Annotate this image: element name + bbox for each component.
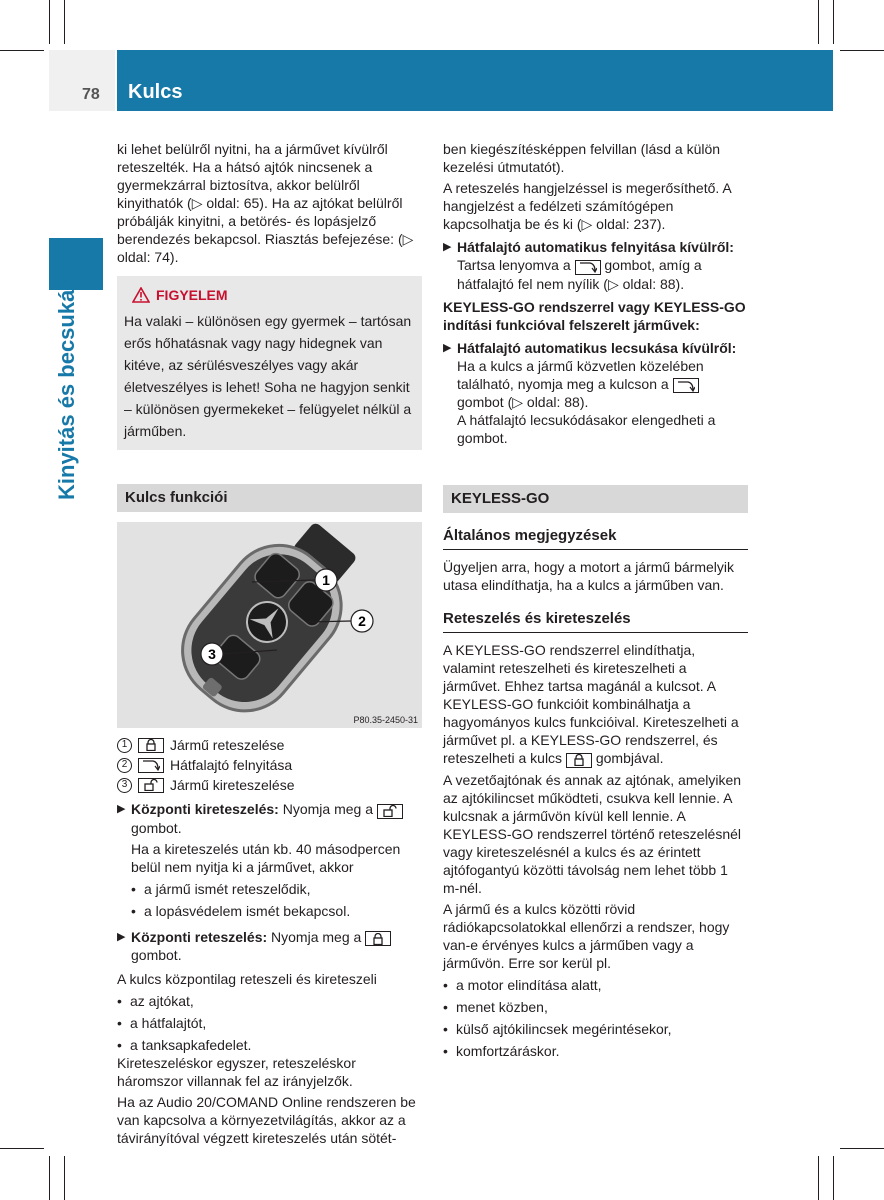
right-column <box>443 140 748 1060</box>
callout-number: 3 <box>117 778 132 793</box>
crop-mark <box>833 0 834 44</box>
warning-text: Ha valaki – különösen egy gyermek – tartósan erős hőhatásnak vagy nagy hidegnek van kitéve, az sérülésveszélyes vagy akár életveszélyes is lehet! Soha ne hagyjon senkit – különösen gyermekeket – felügyelet nélkül a járműben. <box>124 313 412 439</box>
header-bar <box>117 50 833 111</box>
section-heading-keyless-go: KEYLESS-GO <box>443 485 748 513</box>
callout-number: 2 <box>117 758 132 773</box>
lock-icon <box>566 753 592 768</box>
step-arrow-icon: ▶ <box>443 241 452 253</box>
warning-header <box>132 286 414 304</box>
general-notes-text: Ügyeljen arra, hogy a motort a jármű bármelyik utasa elindíthatja, ha a kulcs a járműben van. <box>443 559 735 593</box>
crop-mark <box>49 0 50 44</box>
legend-label: Hátfalajtó felnyitása <box>170 757 293 773</box>
section-heading-key-functions: Kulcs funkciói <box>117 484 422 512</box>
list-item: • a tanksapkafedelet. <box>117 1037 252 1053</box>
svg-text:1: 1 <box>322 572 330 588</box>
crop-mark <box>0 50 44 51</box>
general-notes-heading: Általános megjegyzések <box>443 527 748 550</box>
list-item: • menet közben, <box>443 998 548 1015</box>
blink-paragraph: Kireteszeléskor egyszer, reteszeléskor háromszor villannak fel az irányjelzők. <box>117 1055 356 1089</box>
tailgate-close-step: ▶ Hátfalajtó automatikus lecsukása kívülről: Ha a kulcs a jármű közvetlen közelében található, nyomja meg a kulcson a gombot (▷ oldal: 88). A hátfalajtó lecsukódásakor elengedheti a gombot. <box>443 339 748 448</box>
crop-mark <box>64 0 65 44</box>
radio-paragraph: A jármű és a kulcs közötti rövid rádiókapcsolatokkal ellenőrzi a rendszer, hogy van-e érvényes kulcs a járműben vagy a járművön. Erre sor kerül pl. <box>443 900 730 971</box>
lock-unlock-heading: Reteszelés és kireteszelés <box>443 610 748 633</box>
legend-item <box>117 735 422 755</box>
legend-item <box>117 755 422 775</box>
central-bullets <box>117 992 422 1054</box>
smart-key-illustration <box>117 522 422 728</box>
lock-unlock-text: A KEYLESS-GO rendszerrel elindíthatja, valamint reteszelheti és kireteszelheti a járművet. Ehhez tartsa magánál a kulcsot. A KEYLESS-GO funkcióit kombinálhatja a hagyományos kulcs funkcióival. Kireteszelheti a járművet pl. a KEYLESS-GO rendszerrel, és reteszelheti a kulcs gombjával. <box>443 642 739 766</box>
figure-code: P80.35-2450-31 <box>353 715 418 725</box>
tailgate-close-note: A hátfalajtó lecsukódásakor elengedheti a gombot. <box>457 412 716 446</box>
door-paragraph: A vezetőajtónak és annak az ajtónak, amelyiken az ajtókilincset működteti, csukva kell lennie. A kulcsnak a járművön kívül kell lennie. A KEYLESS-GO rendszerrel történő reteszelésnél vagy kireteszelésnél a kulcs és az érintett ajtófogantyú közötti távolság nem lehet több 1 m-nél. <box>443 771 742 896</box>
warning-box <box>117 276 422 450</box>
page-number: 78 <box>82 86 100 103</box>
audio-paragraph: Ha az Audio 20/COMAND Online rendszeren be van kapcsolva a környezetvilágítás, akkor az a távirányítóval végzett kireteszelés után sötét- <box>117 1094 416 1146</box>
beep-paragraph: A reteszelés hangjelzéssel is megerősíthető. A hangjelzést a fedélzeti számítógépen kapcsolhatja be és ki (▷ oldal: 237). <box>443 180 731 232</box>
crop-mark <box>840 50 884 51</box>
step-arrow-icon: ▶ <box>443 341 452 354</box>
warning-title: FIGYELEM <box>156 287 228 303</box>
tailgate-icon <box>138 758 164 773</box>
figure-legend <box>117 735 422 795</box>
keyless-vehicles-heading: KEYLESS-GO rendszerrel vagy KEYLESS-GO indítási funkcióval felszerelt járművek: <box>443 298 746 333</box>
page-title: Kulcs <box>128 81 183 103</box>
left-column <box>117 140 422 1150</box>
crop-mark <box>0 1148 44 1149</box>
crop-mark <box>840 1148 884 1149</box>
warning-triangle-icon <box>132 287 150 303</box>
list-item: • az ajtókat, <box>117 993 194 1009</box>
unlock-icon <box>377 804 403 819</box>
tailgate-open-step: ▶ Hátfalajtó automatikus felnyitása kívülről: Tartsa lenyomva a gombot, amíg a hátfalajtó fel nem nyílik (▷ oldal: 88). <box>443 239 734 292</box>
list-item: • komfortzáráskor. <box>443 1042 560 1059</box>
keyless-bullets <box>443 976 748 1060</box>
crop-mark <box>49 1156 50 1200</box>
unlock-bullets <box>117 880 422 920</box>
intro-paragraph: ki lehet belülről nyitni, ha a járművet kívülről reteszelték. Ha a hátsó ajtók nincsenek a gyermekzárral biztosítva, akkor belülről kinyithatók (▷ oldal: 65). Ha az ajtókat belülről próbálják kinyitni, a betörés- és lopásjelző berendezés bekapcsol. Riasztás befejezése: (▷ oldal: 74). <box>117 141 414 265</box>
svg-text:2: 2 <box>358 613 366 629</box>
lock-step: ▶ Központi reteszelés: Nyomja meg a gombot. <box>117 928 422 965</box>
legend-label: Jármű kireteszelése <box>170 777 295 793</box>
list-item: • a jármű ismét reteszelődik, <box>131 880 311 897</box>
key-figure <box>117 522 422 728</box>
step-arrow-icon: ▶ <box>117 803 126 815</box>
svg-text:3: 3 <box>208 646 216 662</box>
list-item: • a hátfalajtót, <box>117 1015 207 1031</box>
central-intro: A kulcs központilag reteszeli és kireteszeli <box>117 971 377 987</box>
unlock-note: Ha a kireteszelés után kb. 40 másodpercen belül nem nyitja ki a járművet, akkor <box>131 840 401 875</box>
crop-mark <box>833 1156 834 1200</box>
crop-mark <box>64 1156 65 1200</box>
lock-icon <box>138 738 164 753</box>
tailgate-icon <box>673 378 699 393</box>
continued-paragraph: ben kiegészítésképpen felvillan (lásd a külön kezelési útmutatót). <box>443 141 721 175</box>
crop-mark <box>818 1156 819 1200</box>
step-arrow-icon: ▶ <box>117 930 126 943</box>
callout-number: 1 <box>117 738 132 753</box>
list-item: • külső ajtókilincsek megérintésekor, <box>443 1020 672 1037</box>
crop-mark <box>818 0 819 44</box>
list-item: • a lopásvédelem ismét bekapcsol. <box>131 902 351 919</box>
list-item: • a motor elindítása alatt, <box>443 976 602 993</box>
tailgate-icon <box>575 260 601 275</box>
unlock-step: ▶ Központi kireteszelés: Nyomja meg a gombot. <box>117 800 422 837</box>
legend-label: Jármű reteszelése <box>170 737 285 753</box>
chapter-label: Kinyitás és becsukás <box>54 277 79 500</box>
legend-item <box>117 775 422 795</box>
unlock-icon <box>138 778 164 793</box>
lock-icon <box>365 931 391 946</box>
